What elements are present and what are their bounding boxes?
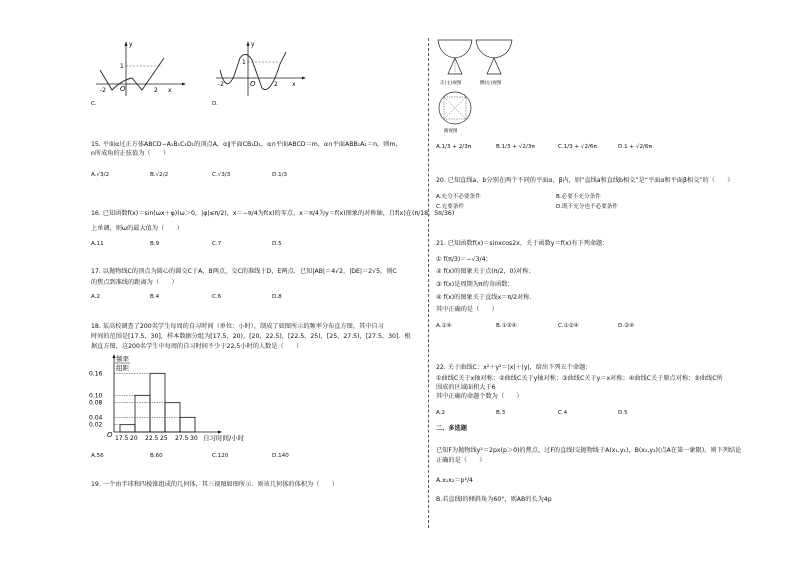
q22-line1: 22. 关于曲线C：x²＋y²＝|x|＋|y|，给出下列五个命题：	[436, 364, 592, 371]
histogram-bar	[120, 425, 135, 432]
q20-option-a: A.充分不必要条件	[436, 194, 481, 200]
q21-option-b: B.①③④	[496, 323, 517, 329]
x-tick-label: 20	[130, 435, 138, 442]
three-views	[436, 38, 526, 134]
q17-line1: 17. 以抛物线C的顶点为圆心的圆交C于A，B两点，交C的准线于D，E两点．已知|AB|＝4√2，|DE|＝2√5，则C	[91, 268, 397, 275]
q22-line2: ①曲线C关于x轴对称；②曲线C关于y轴对称；③曲线C关于y＝x对称；④曲线C关于原点对称；⑤曲线C所	[436, 375, 723, 382]
graph-c-o: O	[120, 85, 126, 93]
histogram-xlabel: 自习时间/小时	[203, 434, 245, 442]
x-tick-label: 30	[190, 435, 198, 442]
q16-line1: 16. 已知函数f(x)＝sin(ωx＋φ)(ω＞0，|φ|≤π/2)，x＝−π/4为f(x)的零点，x＝π/4为y＝f(x)图象的对称轴，且f(x)在(π/18，5π/36)	[91, 210, 455, 217]
q22-option-a: A.2	[436, 410, 446, 416]
q15-option-a: A.√3/2	[91, 172, 110, 178]
q15-line1: 15. 平面α过正方体ABCD−A₁B₁C₁D₁的顶点A，α∥平面CB₁D₁，α∩平面ABCD＝m，α∩平面ABB₁A₁＝n，则m，	[91, 141, 402, 148]
q17-option-b: B.4	[150, 294, 160, 300]
y-tick-label: 0.10	[89, 392, 103, 400]
q22-option-d: D.5	[618, 410, 628, 416]
q22-line3: 围成的区域面积大于6	[436, 384, 496, 391]
q20-line1: 20. 已知直线a，b分别在两个不同的平面α，β内，则“直线a和直线b相交”是“平面α和平面β相交”的（ ）	[436, 177, 734, 184]
q23-option-a: A.x₁x₂＝p²/4	[436, 477, 473, 484]
q21-line1: 21. 已知函数f(x)＝sinxcos2x，关于函数y＝f(x)有下列命题：	[436, 240, 609, 247]
graph-d-x: x	[292, 81, 296, 88]
q21-item-3: ③ f(x)是周期为π的奇函数；	[436, 281, 514, 288]
histogram-ylabel-bottom: 组距	[116, 364, 129, 372]
y-tick-label: 0.16	[89, 370, 103, 378]
section-title-multiple-choice: 二、多选题	[436, 425, 467, 432]
q23-option-b: B.若直线l的倾斜角为60°，则AB的长为4p	[436, 496, 552, 503]
q15-line2: n所成角的正弦值为（ ）	[91, 150, 170, 157]
q22-option-c: C.4	[558, 410, 568, 416]
histogram-origin: O	[107, 431, 113, 439]
graph-c-two: 2	[154, 87, 158, 94]
q18-line2: 时间的范围是[17.5，30]，样本数据分组为[17.5，20)，[20，22.5)，[22.5，25)，[25，27.5)，[27.5，30]．根	[91, 333, 411, 340]
q23-line2: 正确的是（ ）	[436, 457, 486, 464]
graph-c-x: x	[168, 87, 172, 94]
q18-option-a: A.56	[91, 453, 104, 459]
q16-option-a: A.11	[91, 241, 104, 247]
graph-d	[212, 38, 307, 100]
q17-option-a: A.2	[91, 294, 101, 300]
histogram-ylabel-top: 频率	[116, 355, 129, 363]
x-tick-label: 22.5	[145, 435, 159, 442]
q21-item-2: ② f(x)的图象关于点(π/2，0)对称；	[436, 268, 535, 275]
q18-option-d: D.140	[272, 453, 289, 459]
q17-option-c: C.6	[212, 294, 222, 300]
q21-item-1: ① f(π/3)＝−√3/4；	[436, 256, 492, 263]
q15-option-d: D.1/3	[272, 172, 288, 178]
x-tick-label: 27.5	[175, 435, 189, 442]
graph-d-two: 2	[274, 81, 278, 88]
q18-option-b: B.60	[150, 453, 163, 459]
graph-c	[92, 38, 187, 100]
graph-c-y: y	[129, 41, 133, 48]
q21-option-a: A.①④	[436, 323, 452, 329]
q18-line3: 据直方图，这200名学生中每周的自习时间不少于22.5小时的人数是（ ）	[91, 343, 303, 350]
q15-option-b: B.√2/2	[150, 172, 169, 178]
histogram-bar	[135, 395, 150, 432]
q19-option-a: A.1/3 + 2/3π	[436, 144, 472, 150]
q23-line1: 已知F为抛物线y²＝2px(p＞0)的焦点，过F的直线l交抛物线于A(x₁,y₁)，B(x₂,y₂)(点A在第一象限)，则下列结论	[436, 447, 742, 454]
y-tick-label: 0.02	[89, 421, 103, 429]
front-view-label: 正(主)视图	[440, 81, 462, 86]
y-tick-label: 0.04	[89, 414, 103, 422]
graph-d-o: O	[250, 80, 256, 88]
q16-option-c: C.7	[212, 241, 222, 247]
q16-option-d: D.5	[272, 241, 282, 247]
graph-c-label: C.	[91, 101, 97, 107]
q16-option-b: B.9	[150, 241, 160, 247]
q22-option-b: B.3	[496, 410, 506, 416]
q21-option-c: C.①②④	[558, 323, 579, 329]
q20-option-c: C.充要条件	[436, 204, 465, 210]
graph-d-neg-two: -2	[218, 81, 224, 88]
q18-line1: 18. 某高校调查了200名学生每周的自习时间（单位：小时），制成了如图所示的频率分布直方图，其中自习	[91, 323, 384, 330]
histogram	[88, 352, 288, 448]
column-divider	[428, 38, 429, 528]
top-view-label: 俯视图	[444, 129, 458, 134]
q18-option-c: C.120	[212, 453, 229, 459]
x-tick-label: 25	[160, 435, 168, 442]
q19-line1: 19. 一个由半球和四棱锥组成的几何体，其三视图如图所示．则该几何体的体积为（ ）	[91, 481, 338, 488]
y-tick-label: 0.08	[89, 399, 103, 407]
q17-line2: 的焦点到准线的距离为（ ）	[91, 279, 178, 286]
q20-option-d: D.既不充分也不必要条件	[556, 204, 619, 210]
q16-line2: 上单调，则ω的最大值为（ ）	[91, 225, 183, 232]
q19-option-d: D.1 + √2/6π	[618, 144, 652, 150]
q20-option-b: B.必要不充分条件	[556, 194, 601, 200]
histogram-bar	[180, 417, 195, 432]
graph-d-y: y	[251, 41, 255, 48]
graph-d-one: 1	[242, 59, 246, 66]
q21-item-4: ④ f(x)的图象关于直线x＝π/2对称．	[436, 294, 536, 301]
side-view-label: 侧(左)视图	[480, 81, 502, 86]
graph-d-label: D.	[212, 101, 219, 107]
q22-line4: 其中正确的命题个数为（ ）	[436, 393, 523, 400]
graph-c-neg-two: -2	[100, 87, 106, 94]
q15-option-c: C.√3/3	[212, 172, 231, 178]
q19-option-b: B.1/3 + √2/3π	[496, 144, 535, 150]
q21-tail: 其中正确的是（ ）	[436, 306, 498, 313]
graph-c-one: 1	[120, 63, 124, 70]
q17-option-d: D.8	[272, 294, 282, 300]
x-tick-label: 17.5	[115, 435, 129, 442]
q19-option-c: C.1/3 + √2/6π	[558, 144, 597, 150]
q21-option-d: D.②④	[618, 323, 635, 329]
